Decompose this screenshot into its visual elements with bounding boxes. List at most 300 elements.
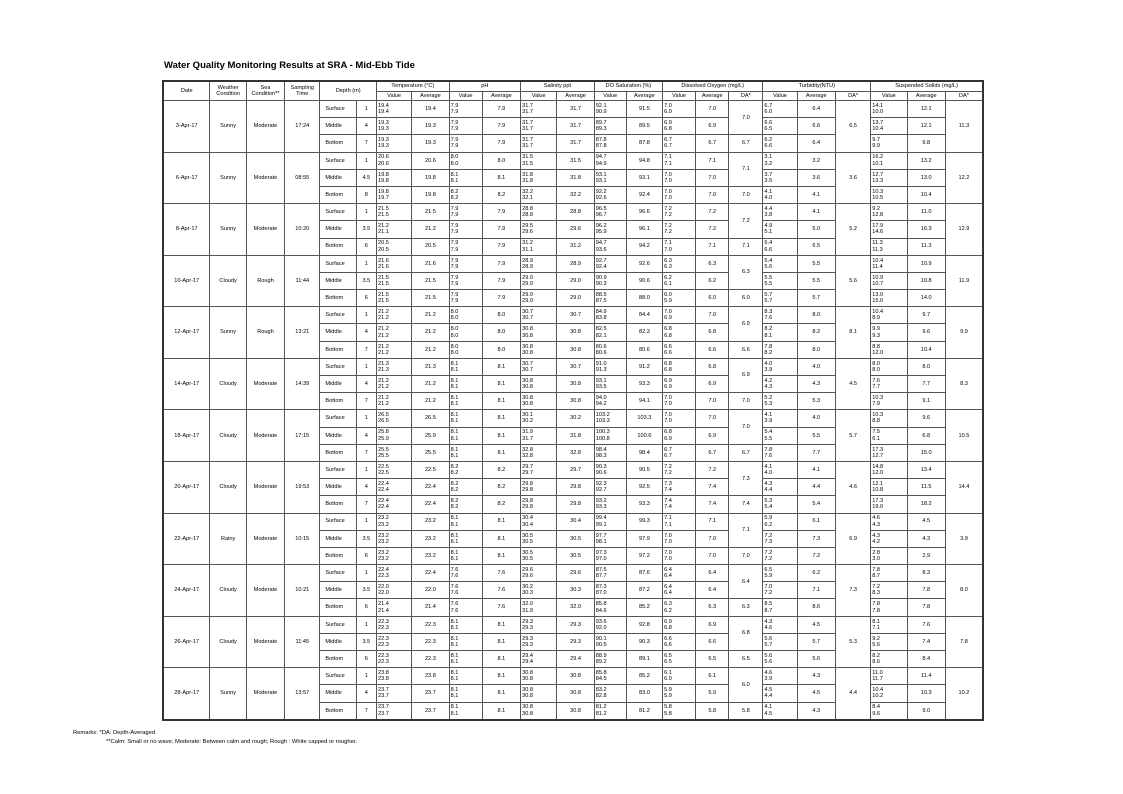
reading-value: 14.8 [872, 463, 884, 470]
reading-value: 7.6 [450, 566, 459, 573]
dissolved-oxygen-values [663, 599, 696, 616]
date-cell: 14-Apr-17 [163, 358, 210, 410]
ph-average: 8.1 [482, 358, 520, 375]
turbidity-values [763, 118, 797, 135]
ph-average: 8.1 [482, 513, 520, 530]
reading-value: 5.6 [764, 263, 773, 270]
turbidity-average: 8.2 [797, 324, 835, 341]
temperature-average: 21.2 [412, 341, 449, 358]
reading-value: 19.3 [377, 126, 389, 133]
reading-value: 6.1 [872, 435, 880, 442]
depth-level-cell: Bottom [320, 186, 356, 203]
suspended-solids-da: 12.2 [945, 152, 983, 204]
reading-value: 21.6 [377, 257, 389, 264]
reading-value: 8.3 [764, 309, 773, 316]
reading-value: 5.6 [872, 641, 880, 648]
reading-value: 7.9 [450, 280, 459, 287]
remarks-da-note: *DA: Depth-Averaged [99, 730, 156, 736]
reading-value: 10.4 [872, 687, 884, 694]
reading-value: 29.3 [522, 635, 533, 642]
turbidity-average: 5.5 [797, 272, 835, 289]
depth-value-cell: 4 [356, 685, 376, 702]
date-cell: 3-Apr-17 [163, 101, 210, 153]
reading-value: 82.5 [595, 326, 607, 333]
reading-value: 10.4 [872, 257, 884, 264]
reading-value: 30.8 [522, 704, 533, 711]
ph-average: 8.2 [482, 186, 520, 203]
reading-value: 9.9 [872, 143, 880, 150]
reading-value: 30.8 [522, 676, 533, 683]
reading-value: 21.2 [377, 332, 389, 339]
do-saturation-values [594, 547, 626, 564]
do-saturation-average: 99.3 [626, 513, 662, 530]
do-saturation-values [594, 599, 626, 616]
suspended-solids-average: 8.3 [907, 565, 945, 582]
header-da: DA* [945, 92, 983, 101]
salinity-values [521, 324, 557, 341]
depth-value-cell: 4 [356, 376, 376, 393]
do-saturation-average: 93.3 [626, 376, 662, 393]
dissolved-oxygen-average: 7.1 [696, 238, 729, 255]
suspended-solids-values [871, 668, 907, 685]
reading-value: 4.4 [764, 206, 773, 213]
turbidity-values [763, 221, 797, 238]
reading-value: 7.2 [664, 206, 672, 213]
depth-value-cell: 6 [356, 651, 376, 668]
reading-value: 7.9 [450, 137, 459, 144]
weather-cell: Cloudy [210, 565, 246, 617]
salinity-average: 30.7 [557, 358, 594, 375]
reading-value: 8.1 [450, 710, 459, 717]
reading-value: 7.9 [450, 246, 459, 253]
reading-value: 30.5 [522, 555, 533, 562]
temperature-average: 22.5 [412, 461, 449, 478]
suspended-solids-average: 13.4 [907, 461, 945, 478]
dissolved-oxygen-values [663, 272, 696, 289]
salinity-values [521, 496, 557, 513]
turbidity-values [763, 376, 797, 393]
turbidity-values [763, 341, 797, 358]
turbidity-values [763, 204, 797, 221]
reading-value: 21.3 [377, 366, 389, 373]
sampling-time-cell: 10:20 [285, 204, 320, 256]
ph-average: 7.6 [482, 599, 520, 616]
dissolved-oxygen-average: 6.3 [696, 255, 729, 272]
reading-value: 19.0 [872, 504, 884, 511]
sea-condition-cell: Rough [246, 307, 284, 359]
table-row [163, 668, 983, 685]
reading-value: 10.4 [872, 126, 884, 133]
reading-value: 8.1 [450, 532, 459, 539]
suspended-solids-da: 9.9 [945, 307, 983, 359]
reading-value: 92.6 [595, 195, 607, 202]
header-value: Value [376, 92, 411, 101]
table-row [163, 616, 983, 633]
temperature-values [376, 169, 411, 186]
suspended-solids-values [871, 204, 907, 221]
salinity-values [521, 238, 557, 255]
reading-value: 7.9 [450, 240, 459, 247]
dissolved-oxygen-da: 6.4 [729, 565, 763, 599]
header-average: Average [696, 92, 729, 101]
reading-value: 7.0 [664, 171, 672, 178]
temperature-average: 21.5 [412, 272, 449, 289]
suspended-solids-values [871, 582, 907, 599]
reading-value: 93.5 [595, 384, 607, 391]
do-saturation-values [594, 272, 626, 289]
temperature-values [376, 496, 411, 513]
header-value: Value [763, 92, 797, 101]
suspended-solids-values [871, 702, 907, 720]
reading-value: 88.5 [595, 291, 607, 298]
reading-value: 7.0 [664, 309, 672, 316]
turbidity-values [763, 513, 797, 530]
reading-value: 8.2 [450, 498, 459, 505]
depth-value-cell: 3.5 [356, 221, 376, 238]
reading-value: 81.2 [595, 704, 607, 711]
reading-value: 29.0 [522, 280, 533, 287]
reading-value: 8.1 [450, 429, 459, 436]
reading-value: 8.5 [764, 601, 773, 608]
reading-value: 26.5 [377, 418, 389, 425]
sampling-time-cell: 11:44 [285, 255, 320, 307]
suspended-solids-average: 16.3 [907, 221, 945, 238]
header-date: Date [163, 81, 210, 101]
reading-value: 7.1 [664, 515, 672, 522]
reading-value: 29.0 [522, 291, 533, 298]
ph-values [449, 118, 482, 135]
depth-value-cell: 7 [356, 444, 376, 461]
turbidity-values [763, 152, 797, 169]
reading-value: 6.6 [764, 246, 773, 253]
dissolved-oxygen-average: 6.7 [696, 444, 729, 461]
reading-value: 21.2 [377, 223, 389, 230]
reading-value: 29.6 [522, 566, 533, 573]
temperature-average: 22.4 [412, 496, 449, 513]
do-saturation-values [594, 410, 626, 427]
reading-value: 10.7 [872, 280, 884, 287]
reading-value: 21.4 [377, 607, 389, 614]
ph-values [449, 513, 482, 530]
reading-value: 4.3 [764, 618, 773, 625]
turbidity-average: 5.4 [797, 496, 835, 513]
suspended-solids-average: 14.0 [907, 290, 945, 307]
depth-level-cell: Bottom [320, 341, 356, 358]
reading-value: 8.2 [450, 504, 459, 511]
suspended-solids-average: 4.3 [907, 530, 945, 547]
ph-values [449, 290, 482, 307]
salinity-average: 31.2 [557, 238, 594, 255]
suspended-solids-values [871, 169, 907, 186]
reading-value: 5.1 [764, 229, 773, 236]
reading-value: 21.5 [377, 291, 389, 298]
salinity-values [521, 702, 557, 720]
temperature-values [376, 238, 411, 255]
salinity-values [521, 599, 557, 616]
salinity-values [521, 633, 557, 650]
salinity-average: 29.3 [557, 633, 594, 650]
reading-value: 8.1 [450, 652, 459, 659]
do-saturation-values [594, 461, 626, 478]
turbidity-da: 7.3 [835, 565, 870, 617]
header-average: Average [797, 92, 835, 101]
reading-value: 6.7 [664, 137, 672, 144]
depth-value-cell: 4 [356, 479, 376, 496]
reading-value: 30.2 [522, 584, 533, 591]
depth-level-cell: Middle [320, 118, 356, 135]
temperature-values [376, 324, 411, 341]
dissolved-oxygen-da: 7.2 [729, 204, 763, 238]
reading-value: 19.3 [377, 137, 389, 144]
reading-value: 93.1 [595, 177, 607, 184]
suspended-solids-da: 8.3 [945, 358, 983, 410]
salinity-average: 31.7 [557, 101, 594, 118]
reading-value: 4.6 [872, 515, 880, 522]
reading-value: 92.7 [595, 487, 607, 494]
reading-value: 30.8 [522, 326, 533, 333]
reading-value: 6.1 [664, 670, 672, 677]
reading-value: 91.3 [595, 366, 607, 373]
temperature-values [376, 358, 411, 375]
reading-value: 9.6 [872, 710, 880, 717]
ph-values [449, 169, 482, 186]
reading-value: 94.0 [595, 395, 607, 402]
reading-value: 7.0 [664, 412, 672, 419]
reading-value: 8.8 [872, 418, 880, 425]
dissolved-oxygen-bottom-da: 6.7 [729, 135, 763, 152]
reading-value: 93.1 [595, 377, 607, 384]
reading-value: 10.1 [872, 160, 884, 167]
ph-values [449, 479, 482, 496]
depth-value-cell: 7 [356, 496, 376, 513]
turbidity-values [763, 290, 797, 307]
sampling-time-cell: 19:53 [285, 461, 320, 513]
reading-value: 7.0 [664, 395, 672, 402]
reading-value: 7.6 [450, 607, 459, 614]
reading-value: 93.6 [595, 618, 607, 625]
salinity-average: 30.8 [557, 324, 594, 341]
reading-value: 30.8 [522, 401, 533, 408]
reading-value: 29.8 [522, 487, 533, 494]
ph-average: 8.1 [482, 685, 520, 702]
sea-condition-cell: Moderate [246, 668, 284, 720]
table-row [163, 410, 983, 427]
temperature-average: 23.8 [412, 668, 449, 685]
turbidity-average: 5.5 [797, 427, 835, 444]
reading-value: 6.3 [664, 263, 672, 270]
reading-value: 7.9 [450, 291, 459, 298]
reading-value: 6.8 [664, 429, 672, 436]
reading-value: 84.9 [595, 309, 607, 316]
reading-value: 21.2 [377, 349, 389, 356]
reading-value: 32.1 [522, 195, 533, 202]
reading-value: 5.9 [664, 693, 672, 700]
reading-value: 7.6 [450, 573, 459, 580]
sea-condition-cell: Moderate [246, 101, 284, 153]
ph-values [449, 324, 482, 341]
depth-level-cell: Bottom [320, 702, 356, 720]
ph-values [449, 444, 482, 461]
reading-value: 6.9 [664, 315, 672, 322]
reading-value: 30.4 [522, 515, 533, 522]
dissolved-oxygen-values [663, 651, 696, 668]
salinity-average: 32.8 [557, 444, 594, 461]
reading-value: 7.9 [450, 229, 459, 236]
reading-value: 3.5 [764, 177, 773, 184]
reading-value: 32.8 [522, 446, 533, 453]
reading-value: 8.1 [450, 704, 459, 711]
depth-value-cell: 1 [356, 307, 376, 324]
turbidity-values [763, 616, 797, 633]
reading-value: 90.9 [595, 274, 607, 281]
turbidity-average: 7.7 [797, 444, 835, 461]
reading-value: 90.9 [595, 109, 607, 116]
dissolved-oxygen-average: 7.2 [696, 221, 729, 238]
reading-value: 7.2 [764, 555, 773, 562]
reading-value: 4.6 [764, 624, 773, 631]
depth-value-cell: 4.5 [356, 169, 376, 186]
do-saturation-values [594, 290, 626, 307]
dissolved-oxygen-bottom-da: 6.3 [729, 599, 763, 616]
dissolved-oxygen-values [663, 616, 696, 633]
dissolved-oxygen-average: 7.0 [696, 410, 729, 427]
reading-value: 6.9 [664, 618, 672, 625]
temperature-average: 25.9 [412, 427, 449, 444]
reading-value: 8.9 [872, 315, 880, 322]
reading-value: 10.2 [872, 693, 884, 700]
temperature-average: 19.4 [412, 101, 449, 118]
temperature-average: 22.3 [412, 651, 449, 668]
do-saturation-average: 87.6 [626, 565, 662, 582]
reading-value: 7.8 [872, 601, 880, 608]
reading-value: 30.7 [522, 366, 533, 373]
dissolved-oxygen-average: 6.8 [696, 324, 729, 341]
salinity-values [521, 393, 557, 410]
ph-average: 8.1 [482, 668, 520, 685]
reading-value: 8.0 [450, 332, 459, 339]
reading-value: 29.6 [522, 229, 533, 236]
turbidity-values [763, 255, 797, 272]
dissolved-oxygen-values [663, 152, 696, 169]
turbidity-average: 4.3 [797, 376, 835, 393]
depth-level-cell: Surface [320, 410, 356, 427]
reading-value: 87.0 [595, 590, 607, 597]
temperature-average: 21.2 [412, 221, 449, 238]
suspended-solids-values [871, 530, 907, 547]
dissolved-oxygen-bottom-da: 7.1 [729, 238, 763, 255]
turbidity-values [763, 668, 797, 685]
date-cell: 6-Apr-17 [163, 152, 210, 204]
dissolved-oxygen-values [663, 668, 696, 685]
dissolved-oxygen-values [663, 101, 696, 118]
temperature-values [376, 479, 411, 496]
header-value: Value [521, 92, 557, 101]
reading-value: 29.7 [522, 470, 533, 477]
reading-value: 8.0 [872, 360, 880, 367]
reading-value: 90.5 [595, 641, 607, 648]
dissolved-oxygen-values [663, 135, 696, 152]
reading-value: 97.7 [595, 532, 607, 539]
do-saturation-average: 94.8 [626, 152, 662, 169]
weather-cell: Cloudy [210, 358, 246, 410]
temperature-average: 20.6 [412, 152, 449, 169]
ph-values [449, 582, 482, 599]
reading-value: 6.1 [664, 280, 672, 287]
reading-value: 23.7 [377, 710, 389, 717]
reading-value: 6.2 [764, 137, 773, 144]
reading-value: 21.2 [377, 377, 389, 384]
suspended-solids-values [871, 290, 907, 307]
temperature-values [376, 668, 411, 685]
depth-level-cell: Bottom [320, 599, 356, 616]
ph-average: 7.9 [482, 204, 520, 221]
temperature-average: 22.3 [412, 616, 449, 633]
reading-value: 4.4 [764, 693, 773, 700]
depth-level-cell: Bottom [320, 393, 356, 410]
reading-value: 29.4 [522, 659, 533, 666]
reading-value: 10.3 [872, 395, 884, 402]
reading-value: 29.3 [522, 618, 533, 625]
reading-value: 87.7 [595, 573, 607, 580]
reading-value: 5.2 [764, 395, 773, 402]
reading-value: 6.5 [764, 566, 773, 573]
turbidity-average: 4.4 [797, 479, 835, 496]
suspended-solids-average: 7.7 [907, 376, 945, 393]
reading-value: 5.9 [764, 515, 773, 522]
salinity-values [521, 461, 557, 478]
reading-value: 6.9 [664, 120, 672, 127]
dissolved-oxygen-values [663, 290, 696, 307]
salinity-average: 30.8 [557, 376, 594, 393]
ph-average: 8.1 [482, 427, 520, 444]
ph-average: 8.0 [482, 341, 520, 358]
reading-value: 23.2 [377, 532, 389, 539]
temperature-values [376, 376, 411, 393]
reading-value: 7.3 [764, 538, 773, 545]
dissolved-oxygen-average: 6.8 [696, 358, 729, 375]
ph-values [449, 547, 482, 564]
sampling-time-cell: 11:45 [285, 616, 320, 668]
depth-level-cell: Middle [320, 530, 356, 547]
header-average: Average [626, 92, 662, 101]
temperature-values [376, 582, 411, 599]
reading-value: 8.1 [450, 377, 459, 384]
reading-value: 29.0 [522, 298, 533, 305]
reading-value: 29.8 [522, 498, 533, 505]
do-saturation-average: 84.4 [626, 307, 662, 324]
depth-level-cell: Surface [320, 668, 356, 685]
reading-value: 12.1 [872, 481, 884, 488]
dissolved-oxygen-values [663, 427, 696, 444]
do-saturation-values [594, 633, 626, 650]
do-saturation-average: 93.1 [626, 169, 662, 186]
weather-cell: Cloudy [210, 410, 246, 462]
reading-value: 4.3 [764, 384, 773, 391]
reading-value: 22.4 [377, 504, 389, 511]
reading-value: 8.1 [450, 366, 459, 373]
temperature-average: 23.2 [412, 547, 449, 564]
reading-value: 8.8 [872, 343, 880, 350]
depth-value-cell: 1 [356, 668, 376, 685]
reading-value: 6.8 [664, 360, 672, 367]
dissolved-oxygen-bottom-da: 6.6 [729, 341, 763, 358]
dissolved-oxygen-average: 7.1 [696, 152, 729, 169]
reading-value: 4.6 [764, 670, 773, 677]
reading-value: 6.9 [664, 435, 672, 442]
reading-value: 8.1 [450, 177, 459, 184]
dissolved-oxygen-values [663, 341, 696, 358]
suspended-solids-values [871, 427, 907, 444]
